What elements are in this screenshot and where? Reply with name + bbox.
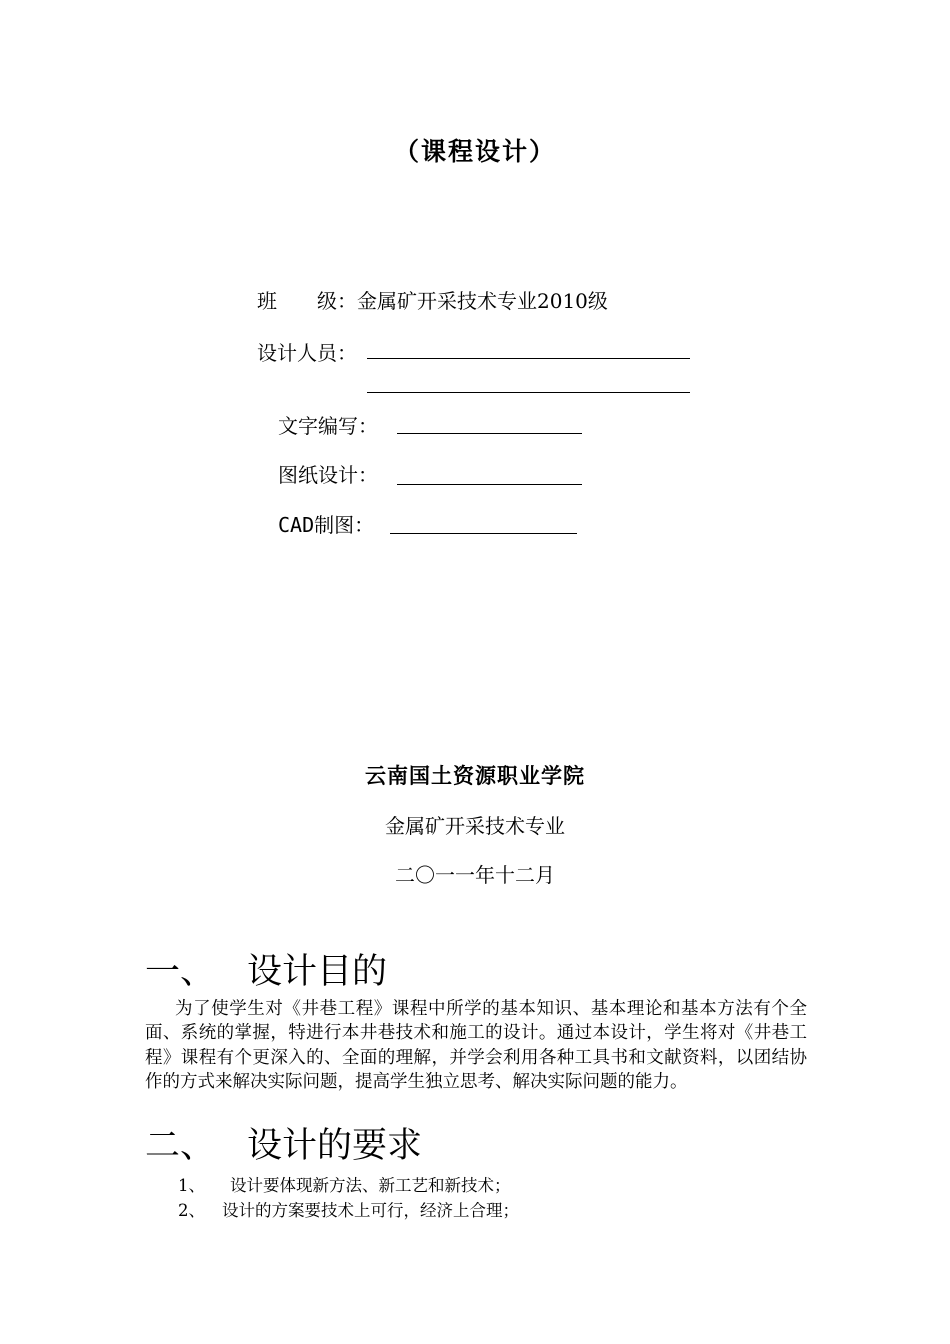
section-2-heading xyxy=(145,1124,422,1168)
class-value: 金属矿开采技术专业2010级 xyxy=(357,289,608,313)
cad-underline xyxy=(390,533,577,534)
designer-underline-1 xyxy=(367,358,690,359)
drawing-underline xyxy=(397,484,582,485)
section-2-title: 设计的要求 xyxy=(247,1126,423,1166)
document-title: （课程设计） xyxy=(393,137,556,166)
requirement-text: 设计要体现新方法、新工艺和新技术； xyxy=(230,1176,511,1195)
designer-label: 设计人员： xyxy=(257,341,357,365)
school-name: 云南国土资源职业学院 xyxy=(365,763,585,788)
designer-underline-2 xyxy=(367,392,690,393)
requirement-item xyxy=(178,1197,519,1221)
writer-underline xyxy=(397,433,582,434)
class-label: 班 级： xyxy=(257,289,357,313)
section-2-number: 二、 xyxy=(145,1126,216,1166)
requirement-number: 2、 xyxy=(178,1201,205,1220)
writer-label: 文字编写： xyxy=(278,414,378,438)
date: 二〇一一年十二月 xyxy=(395,863,555,887)
section-1-title: 设计目的 xyxy=(247,952,388,992)
requirement-text: 设计的方案要技术上可行，经济上合理； xyxy=(222,1201,519,1220)
section-1-paragraph: 为了使学生对《井巷工程》课程中所学的基本知识、基本理论和基本方法有个全面、系统的掌握，特进行本井巷技术和施工的设计。通过本设计，学生将对《井巷工程》课程有个更深入的、全面的理解，并学会利用各种工具书和文献资料，以团结协作的方式来解决实际问题，提高学生独立思考、解决实际问题的能力。 xyxy=(145,999,807,1093)
requirement-number: 1、 xyxy=(178,1176,205,1195)
drawing-label: 图纸设计： xyxy=(278,463,378,487)
major-name: 金属矿开采技术专业 xyxy=(385,814,565,838)
cad-label: CAD制图： xyxy=(278,513,375,537)
class-field xyxy=(257,288,608,314)
section-1-heading xyxy=(145,950,387,994)
requirement-item xyxy=(178,1172,511,1196)
section-1-number: 一、 xyxy=(145,952,216,992)
